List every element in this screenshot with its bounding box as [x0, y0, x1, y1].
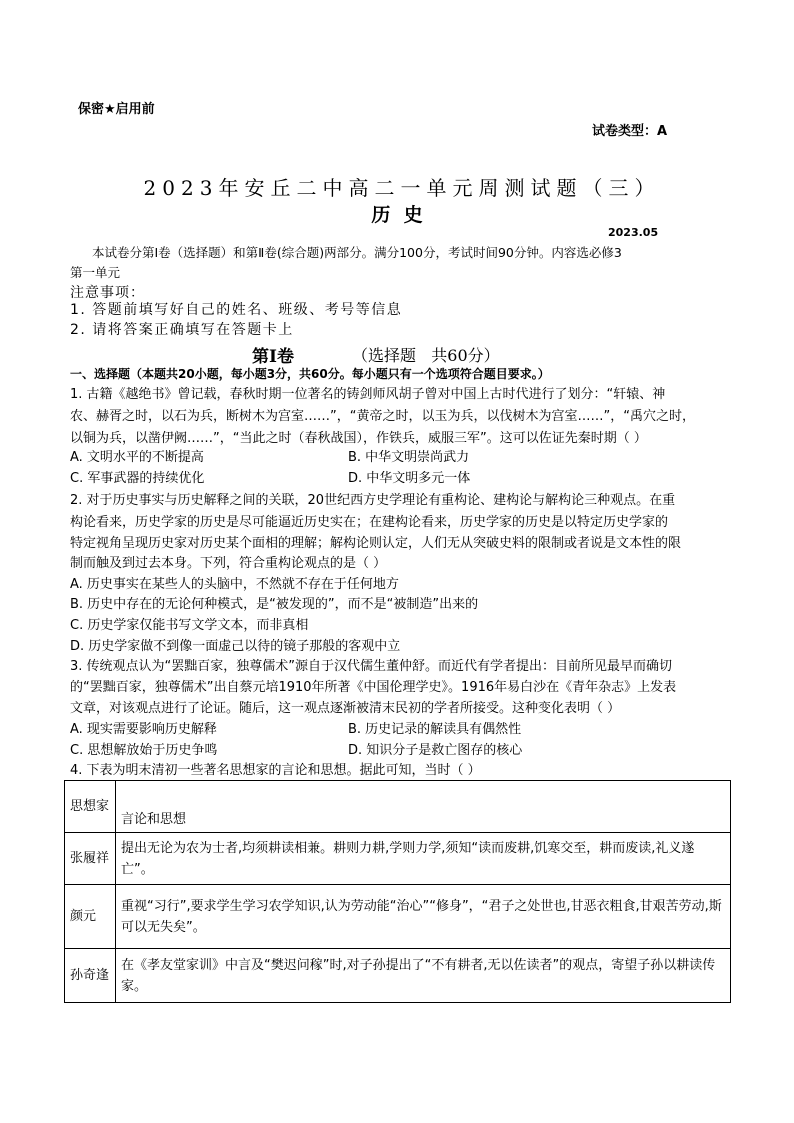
section-subtitle: （选择题 共60分）: [352, 346, 500, 365]
secrecy-label: 保密★启用前: [78, 102, 155, 117]
q2-option-c: C. 历史学家仅能书写文学文本，而非真相: [70, 618, 309, 633]
q2-option-b: B. 历史中存在的无论何种模式，是“被发现的”，而不是“被制造”出来的: [70, 597, 479, 612]
q3-option-c: C. 思想解放始于历史争鸣: [70, 743, 218, 758]
intro-line-2: 第一单元: [70, 265, 121, 280]
section-instructions: 一、选择题（本题共20小题，每小题3分，共60分。每小题只有一个选项符合题目要求。）: [70, 367, 550, 381]
table-cell-ideas: 重视“习行”,要求学生学习农学知识,认为劳动能“治心”“修身”，“君子之处世也,甘恶衣粗食,甘艰苦劳动,斯可以无失矣”。: [116, 885, 731, 949]
q2-stem-line: 2. 对于历史事实与历史解释之间的关联，20世纪西方史学理论有重构论、建构论与解构论三种观点。在重: [70, 493, 676, 508]
section-title: 第Ⅰ卷: [252, 347, 294, 367]
table-cell-thinker: 颜元: [65, 885, 116, 949]
q1-stem-line: 1. 古籍《越绝书》曾记载，春秋时期一位著名的铸剑师风胡子曾对中国上古时代进行了划分：“轩辕、神: [70, 387, 666, 402]
table-cell-thinker: 张履祥: [65, 833, 116, 885]
q1-option-d: D. 中华文明多元一体: [348, 471, 471, 486]
table-header-cell: 言论和思想: [116, 781, 731, 833]
notes-heading: 注意事项：: [70, 285, 145, 301]
table-cell-ideas: 提出无论为农为士者,均须耕读相兼。耕则力耕,学则力学,须知“读而废耕,饥寒交至，耕而废读,礼义遂亡”。: [116, 833, 731, 885]
q1-option-a: A. 文明水平的不断提高: [70, 450, 204, 465]
q4-table: [64, 780, 731, 1003]
table-cell-thinker: 孙奇逢: [65, 949, 116, 1003]
notes-item-1: 1. 答题前填写好自己的姓名、班级、考号等信息: [70, 302, 403, 318]
q1-stem-line: 以铜为兵，以凿伊阙……”，“当此之时（春秋战国），作铁兵，威服三军”。这可以佐证先秦时期（ ）: [70, 431, 647, 446]
notes-item-2: 2. 请将答案正确填写在答题卡上: [70, 322, 294, 338]
q3-stem-line: 3. 传统观点认为“罢黜百家，独尊儒术”源自于汉代儒生董仲舒。而近代有学者提出：目前所见最早而确切: [70, 659, 673, 674]
exam-date: 2023.05: [608, 226, 659, 239]
table-cell-ideas: 在《孝友堂家训》中言及“樊迟问稼”时,对子孙提出了“不有耕者,无以佐读者”的观点，寄望子孙以耕读传家。: [116, 949, 731, 1003]
q2-stem-line: 特定视角呈现历史家对历史某个面相的理解；解构论则认定，人们无从突破史料的限制或者说是文本性的限: [70, 536, 682, 551]
q1-option-c: C. 军事武器的持续优化: [70, 471, 205, 486]
table-row: [65, 885, 731, 949]
exam-title: 2023年安丘二中高二一单元周测试题（三）: [143, 176, 661, 200]
table-header-row: [65, 781, 731, 833]
paper-type-label: 试卷类型：A: [592, 124, 668, 139]
intro-line-1: 本试卷分第Ⅰ卷（选择题）和第Ⅱ卷(综合题)两部分。满分100分，考试时间90分钟。内容选必修3: [92, 245, 622, 260]
q4-stem: 4. 下表为明末清初一些著名思想家的言论和思想。据此可知，当时（ ）: [70, 763, 481, 778]
q1-option-b: B. 中华文明崇尚武力: [348, 450, 470, 465]
q2-option-d: D. 历史学家做不到像一面虚己以待的镜子那般的客观中立: [70, 639, 401, 654]
q3-option-d: D. 知识分子是救亡图存的核心: [348, 743, 523, 758]
table-row: [65, 949, 731, 1003]
q2-option-a: A. 历史事实在某些人的头脑中，不然就不存在于任何地方: [70, 577, 399, 592]
q1-stem-line: 农、赫胥之时，以石为兵，断树木为宫室……”，“黄帝之时，以玉为兵，以伐树木为宫室……”，“禹穴之时，: [70, 409, 695, 424]
q3-stem-line: 文章，对该观点进行了论证。随后，这一观点逐渐被清末民初的学者所接受。这种变化表明（ ）: [70, 701, 621, 716]
table-header-cell: 思想家: [65, 781, 116, 833]
table-row: [65, 833, 731, 885]
q2-stem-line: 构论看来，历史学家的历史是尽可能逼近历史实在；在建构论看来，历史学家的历史是以特定历史学家的: [70, 515, 669, 530]
q2-stem-line: 制而触及到过去本身。下列，符合重构论观点的是（ ）: [70, 556, 387, 571]
q3-stem-line: 的“罢黜百家，独尊儒术”出自蔡元培1910年所著《中国伦理学史》。1916年易白沙在《青年杂志》上发表: [70, 680, 677, 695]
q3-option-a: A. 现实需要影响历史解释: [70, 722, 217, 737]
q3-option-b: B. 历史记录的解读具有偶然性: [348, 722, 522, 737]
subject-title: 历 史: [371, 204, 423, 226]
